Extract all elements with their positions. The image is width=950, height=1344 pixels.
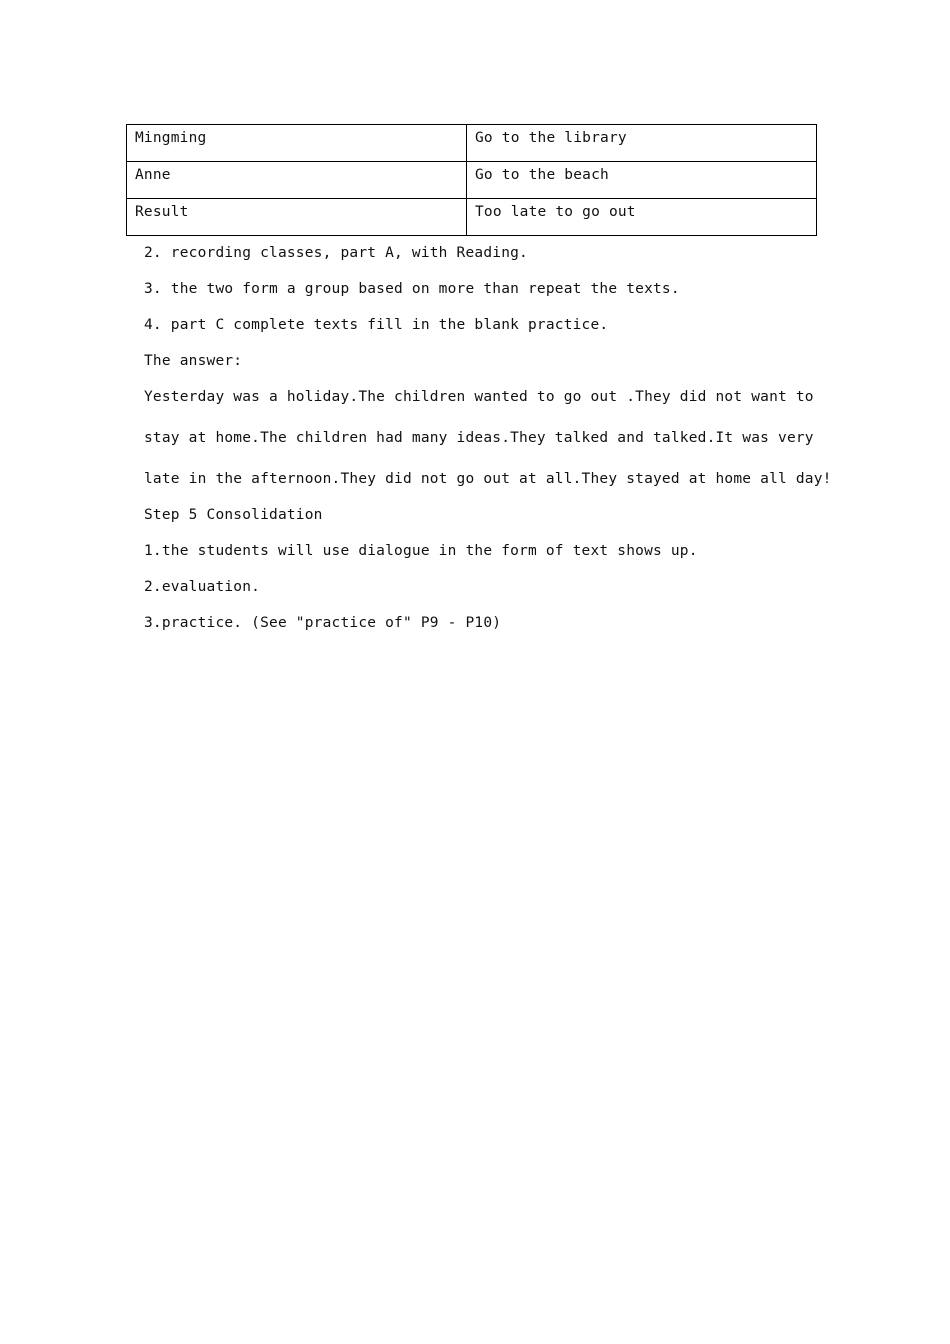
table-row [127, 162, 817, 199]
answer-line-3: late in the afternoon.They did not go out at all.They stayed at home all day! [144, 471, 832, 487]
table-cell-plan: Go to the library [467, 125, 817, 162]
consolidation-item-1: 1.the students will use dialogue in the form of text shows up. [144, 543, 698, 559]
step-item-4: 4. part C complete texts fill in the blank practice. [144, 317, 609, 333]
answer-line-2: stay at home.The children had many ideas.They talked and talked.It was very [144, 430, 814, 446]
table-cell-plan: Too late to go out [467, 199, 817, 236]
table-row [127, 125, 817, 162]
answer-heading: The answer: [144, 353, 243, 369]
table-cell-name: Mingming [127, 125, 467, 162]
consolidation-item-2: 2.evaluation. [144, 579, 261, 595]
table-cell-plan: Go to the beach [467, 162, 817, 199]
consolidation-heading: Step 5 Consolidation [144, 507, 323, 523]
table-row [127, 199, 817, 236]
consolidation-item-3: 3.practice. (See "practice of" P9 - P10) [144, 615, 502, 631]
table-cell-name: Anne [127, 162, 467, 199]
plans-table [126, 124, 817, 236]
step-item-3: 3. the two form a group based on more than repeat the texts. [144, 281, 680, 297]
step-item-2: 2. recording classes, part A, with Reading. [144, 245, 528, 261]
table-cell-name: Result [127, 199, 467, 236]
answer-line-1: Yesterday was a holiday.The children wanted to go out .They did not want to [144, 389, 814, 405]
